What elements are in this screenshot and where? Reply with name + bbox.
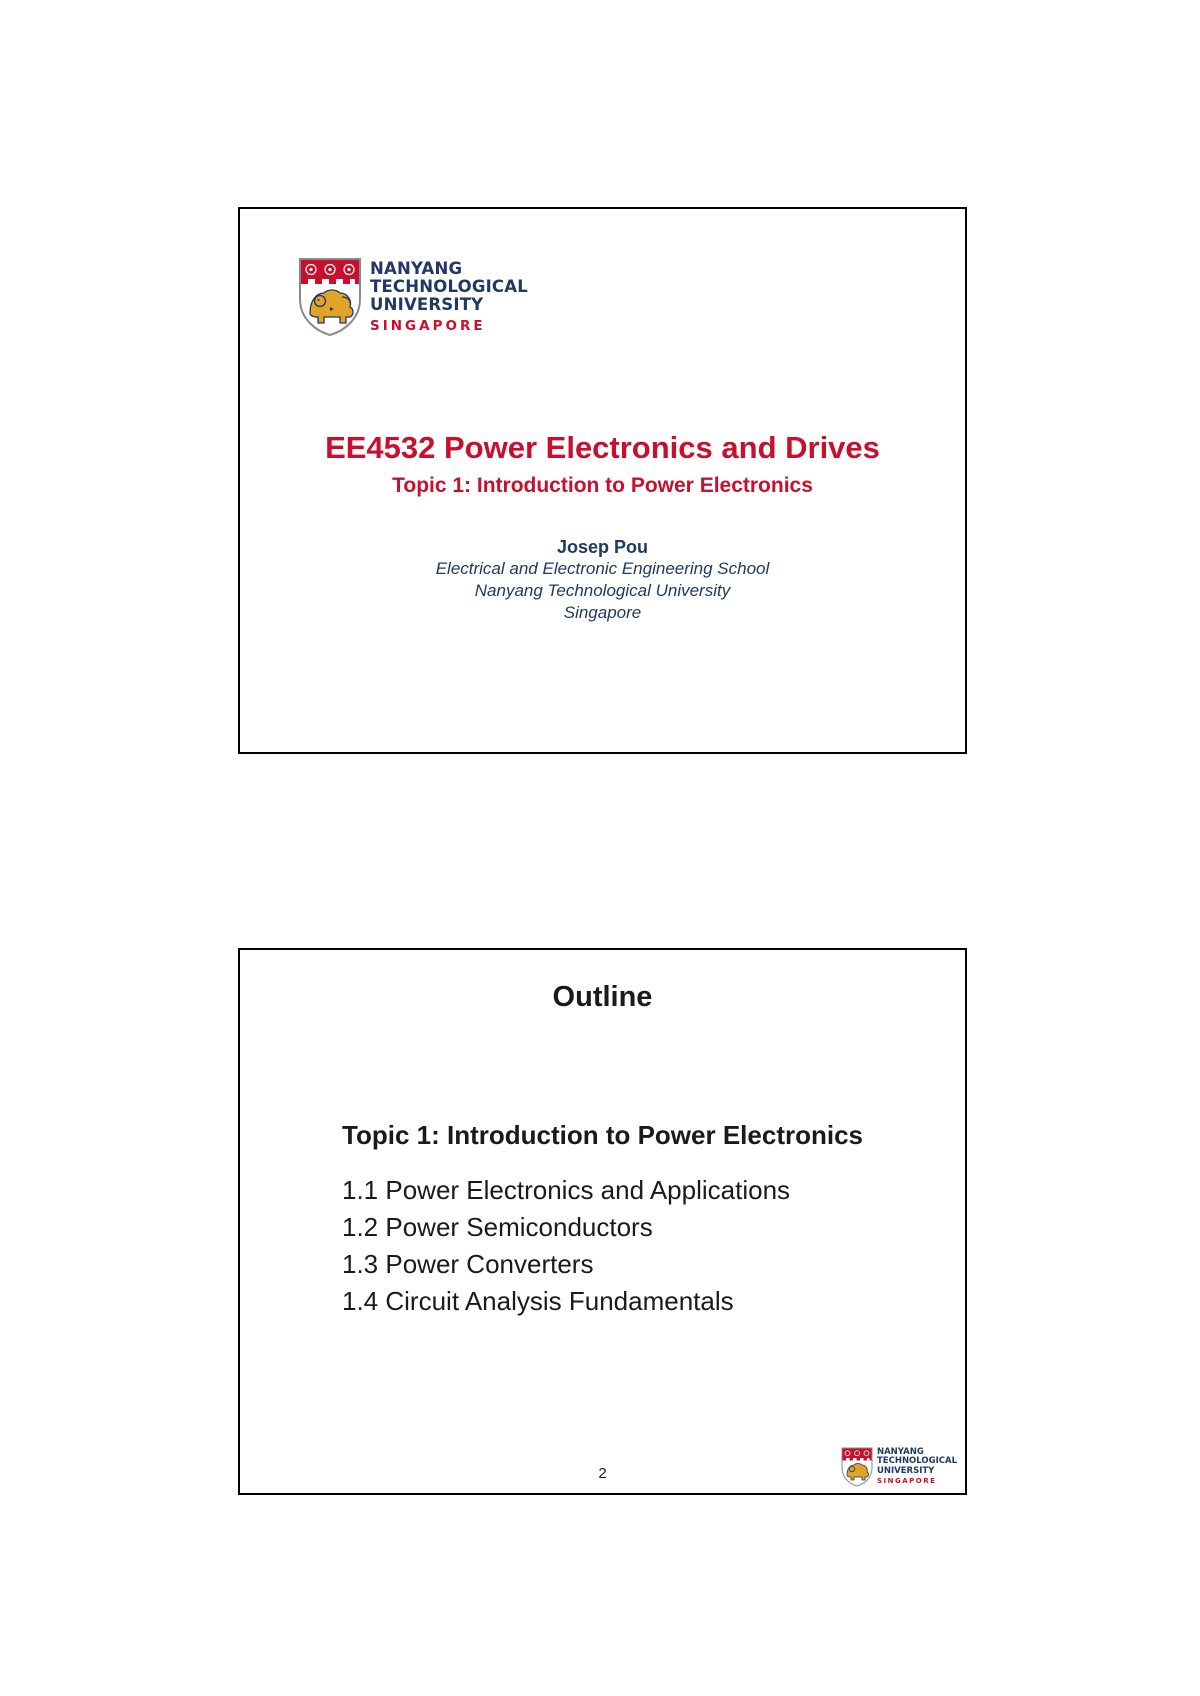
course-title: EE4532 Power Electronics and Drives bbox=[325, 430, 880, 465]
outline-item: 1.2 Power Semiconductors bbox=[342, 1212, 653, 1242]
logo-line-nanyang: NANYANG bbox=[370, 258, 463, 278]
logo-line-singapore: SINGAPORE bbox=[370, 317, 486, 334]
topic-title: Topic 1: Introduction to Power Electronics bbox=[392, 474, 813, 497]
author-country: Singapore bbox=[563, 603, 642, 622]
author-university: Nanyang Technological University bbox=[474, 581, 731, 600]
title-slide bbox=[238, 207, 967, 754]
outline-title: Outline bbox=[552, 981, 653, 1013]
logo-line-technological: TECHNOLOGICAL bbox=[876, 1456, 957, 1466]
ntu-logo bbox=[298, 257, 528, 337]
logo-line-university: UNIVERSITY bbox=[370, 294, 484, 314]
ntu-crest-icon bbox=[841, 1447, 873, 1487]
logo-line-nanyang: NANYANG bbox=[876, 1446, 924, 1457]
ntu-logo-small bbox=[841, 1447, 957, 1487]
outline-item: 1.1 Power Electronics and Applications bbox=[342, 1175, 791, 1205]
logo-line-singapore: SINGAPORE bbox=[876, 1477, 937, 1485]
logo-line-university: UNIVERSITY bbox=[876, 1465, 935, 1476]
author-school: Electrical and Electronic Engineering School bbox=[435, 559, 770, 578]
outline-slide bbox=[238, 948, 967, 1495]
outline-list bbox=[342, 1172, 790, 1320]
author-name: Josep Pou bbox=[556, 537, 649, 557]
ntu-crest-icon bbox=[298, 257, 362, 337]
title-block bbox=[240, 429, 965, 499]
author-block bbox=[240, 536, 965, 624]
logo-line-technological: TECHNOLOGICAL bbox=[370, 276, 528, 296]
outline-item: 1.3 Power Converters bbox=[342, 1249, 594, 1279]
page-number: 2 bbox=[598, 1465, 607, 1482]
outline-item: 1.4 Circuit Analysis Fundamentals bbox=[342, 1286, 734, 1316]
outline-topic: Topic 1: Introduction to Power Electronics bbox=[342, 1120, 864, 1150]
